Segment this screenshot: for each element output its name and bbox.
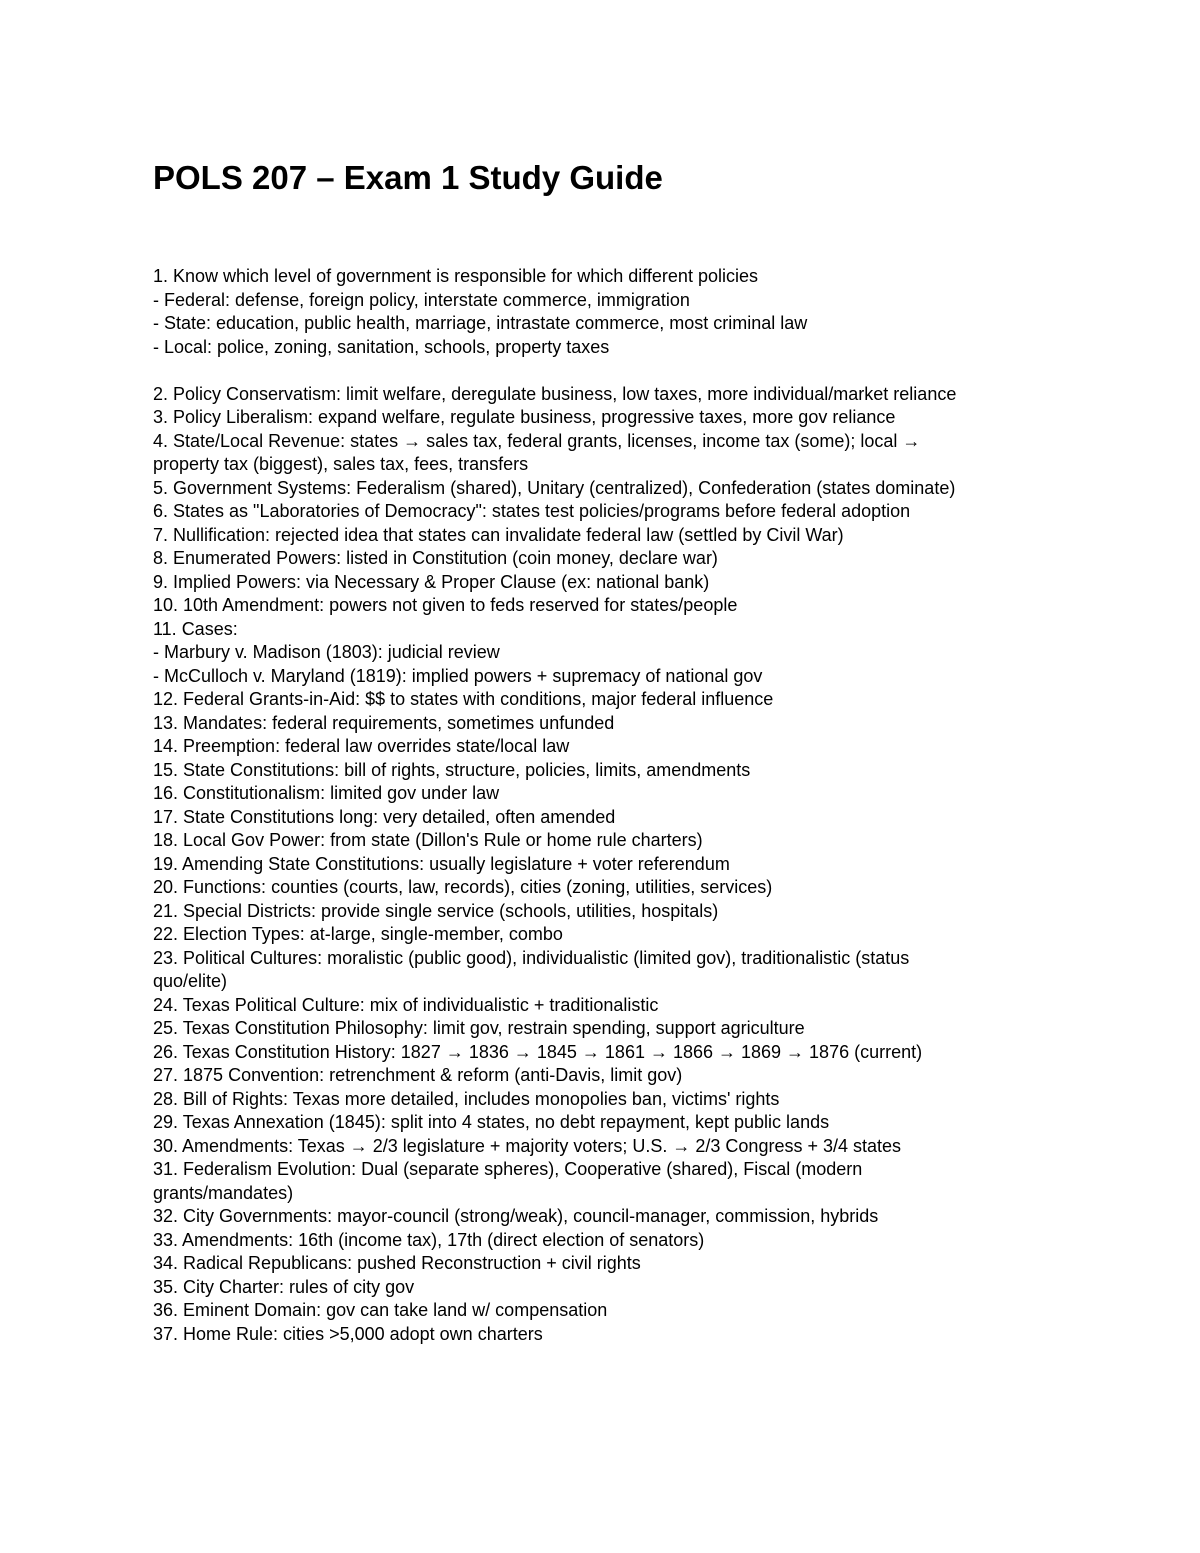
list-item: 9. Implied Powers: via Necessary & Proper Clause (ex: national bank) <box>153 571 710 592</box>
list-item: 29. Texas Annexation (1845): split into 4 states, no debt repayment, kept public lands <box>153 1112 830 1132</box>
list-item: 11. Cases: <box>153 618 238 639</box>
list-item: 35. City Charter: rules of city gov <box>153 1276 415 1297</box>
list-item: 15. State Constitutions: bill of rights, structure, policies, limits, amendments <box>153 759 751 780</box>
document-page <box>153 150 1153 1346</box>
list-item: 26. Texas Constitution History: 1827 → 1836 → 1845 → 1861 → 1866 → 1869 → 1876 (current) <box>153 1041 923 1062</box>
list-item: 32. City Governments: mayor-council (strong/weak), council-manager, commission, hybrids <box>153 1206 879 1226</box>
list-item: 36. Eminent Domain: gov can take land w/ compensation <box>153 1300 608 1320</box>
list-item: 20. Functions: counties (courts, law, records), cities (zoning, utilities, services) <box>153 877 773 897</box>
section-government-levels <box>153 265 1153 359</box>
list-item: 18. Local Gov Power: from state (Dillon's Rule or home rule charters) <box>153 830 703 850</box>
list-item: 8. Enumerated Powers: listed in Constitution (coin money, declare war) <box>153 548 718 568</box>
list-item: 17. State Constitutions long: very detailed, often amended <box>153 806 616 827</box>
list-item: 33. Amendments: 16th (income tax), 17th (direct election of senators) <box>153 1229 705 1250</box>
list-item: 23. Political Cultures: moralistic (public good), individualistic (limited gov), traditionalistic (status <box>153 947 910 968</box>
list-item: property tax (biggest), sales tax, fees, transfers <box>153 454 529 474</box>
list-item: 27. 1875 Convention: retrenchment & reform (anti-Davis, limit gov) <box>153 1065 683 1085</box>
list-item: - McCulloch v. Maryland (1819): implied powers + supremacy of national gov <box>153 665 763 686</box>
list-item: 3. Policy Liberalism: expand welfare, regulate business, progressive taxes, more gov reliance <box>153 407 896 427</box>
list-item: 31. Federalism Evolution: Dual (separate spheres), Cooperative (shared), Fiscal (modern <box>153 1159 863 1179</box>
list-item: 2. Policy Conservatism: limit welfare, deregulate business, low taxes, more individual/market reliance <box>153 383 957 404</box>
list-item: 1. Know which level of government is responsible for which different policies <box>153 266 758 286</box>
list-item: 6. States as "Laboratories of Democracy": states test policies/programs before federal adoption <box>153 501 911 521</box>
list-item: 30. Amendments: Texas → 2/3 legislature + majority voters; U.S. → 2/3 Congress + 3/4 states <box>153 1135 902 1156</box>
list-item: 34. Radical Republicans: pushed Reconstruction + civil rights <box>153 1253 641 1273</box>
list-item: 4. State/Local Revenue: states → sales tax, federal grants, licenses, income tax (some); local → <box>153 430 921 451</box>
list-item: 37. Home Rule: cities >5,000 adopt own charters <box>153 1323 543 1344</box>
list-item: 12. Federal Grants-in-Aid: $$ to states with conditions, major federal influence <box>153 689 774 709</box>
list-item: - State: education, public health, marriage, intrastate commerce, most criminal law <box>153 313 808 333</box>
list-item: 14. Preemption: federal law overrides state/local law <box>153 736 570 756</box>
list-item: 22. Election Types: at-large, single-member, combo <box>153 924 563 944</box>
list-item: 7. Nullification: rejected idea that states can invalidate federal law (settled by Civil War) <box>153 524 844 545</box>
title-spacer <box>153 206 1153 265</box>
list-item: 28. Bill of Rights: Texas more detailed, includes monopolies ban, victims' rights <box>153 1088 780 1109</box>
list-item: grants/mandates) <box>153 1182 294 1203</box>
list-item: - Marbury v. Madison (1803): judicial review <box>153 642 500 662</box>
list-item: - Local: police, zoning, sanitation, schools, property taxes <box>153 336 610 357</box>
list-item: 5. Government Systems: Federalism (shared), Unitary (centralized), Confederation (states dominate) <box>153 477 956 498</box>
list-item: 24. Texas Political Culture: mix of individualistic + traditionalistic <box>153 994 659 1015</box>
study-items-list <box>153 383 1153 1347</box>
list-item: 21. Special Districts: provide single service (schools, utilities, hospitals) <box>153 900 719 921</box>
list-item: quo/elite) <box>153 971 228 991</box>
list-item: 10. 10th Amendment: powers not given to feds reserved for states/people <box>153 595 738 615</box>
list-item: 16. Constitutionalism: limited gov under law <box>153 783 500 803</box>
list-item: 13. Mandates: federal requirements, sometimes unfunded <box>153 712 615 733</box>
list-item: 25. Texas Constitution Philosophy: limit gov, restrain spending, support agriculture <box>153 1018 805 1038</box>
page-title: POLS 207 – Exam 1 Study Guide <box>153 159 663 196</box>
blank-line <box>153 359 1153 383</box>
list-item: - Federal: defense, foreign policy, interstate commerce, immigration <box>153 289 690 310</box>
list-item: 19. Amending State Constitutions: usually legislature + voter referendum <box>153 853 730 874</box>
